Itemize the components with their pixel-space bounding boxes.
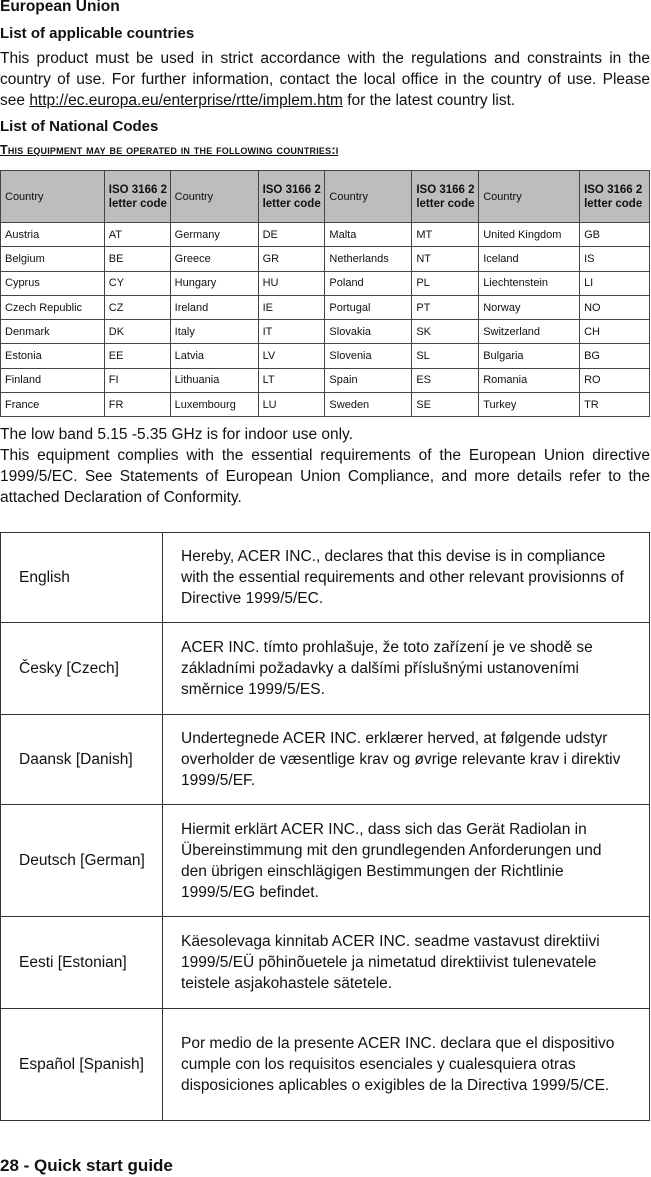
code-cell: CH bbox=[580, 320, 650, 344]
applicable-countries-heading: List of applicable countries bbox=[0, 25, 195, 42]
code-cell: LT bbox=[258, 368, 325, 392]
declaration-language: Español [Spanish] bbox=[1, 1009, 163, 1121]
code-cell: GB bbox=[580, 223, 650, 247]
code-cell: NT bbox=[412, 247, 479, 271]
country-cell: Malta bbox=[325, 223, 412, 247]
code-cell: FR bbox=[104, 393, 170, 417]
declaration-language: Česky [Czech] bbox=[1, 623, 163, 715]
table-row bbox=[1, 247, 650, 271]
code-cell: ES bbox=[412, 368, 479, 392]
declaration-language: Deutsch [German] bbox=[1, 805, 163, 917]
code-cell: IT bbox=[258, 320, 325, 344]
code-cell: NO bbox=[580, 295, 650, 319]
country-cell: Greece bbox=[170, 247, 258, 271]
equipment-note: This equipment may be operated in the following countries:i bbox=[0, 143, 339, 157]
iso-header: ISO 3166 2 letter code bbox=[258, 171, 325, 223]
country-cell: Iceland bbox=[479, 247, 580, 271]
code-cell: RO bbox=[580, 368, 650, 392]
code-cell: SE bbox=[412, 393, 479, 417]
code-cell: AT bbox=[104, 223, 170, 247]
country-cell: Bulgaria bbox=[479, 344, 580, 368]
table-header-row bbox=[1, 171, 650, 223]
country-cell: Turkey bbox=[479, 393, 580, 417]
page-heading: European Union bbox=[0, 0, 120, 15]
page-footer: 28 - Quick start guide bbox=[0, 1156, 173, 1175]
code-cell: EE bbox=[104, 344, 170, 368]
country-cell: Finland bbox=[1, 368, 105, 392]
country-cell: Netherlands bbox=[325, 247, 412, 271]
code-cell: MT bbox=[412, 223, 479, 247]
declaration-language: Daansk [Danish] bbox=[1, 715, 163, 805]
declaration-text: Hiermit erklärt ACER INC., dass sich das Gerät Radiolan in Übereinstimmung mit den grundlegenden Anforderungen und den übrigen einschlägigen Bestimmungen der Richtlinie 1999/5/EG befindet. bbox=[163, 805, 650, 917]
country-header: Country bbox=[1, 171, 105, 223]
country-cell: Belgium bbox=[1, 247, 105, 271]
table-row bbox=[1, 368, 650, 392]
declaration-row bbox=[1, 623, 650, 715]
declaration-row bbox=[1, 1009, 650, 1121]
code-cell: BG bbox=[580, 344, 650, 368]
country-cell: Poland bbox=[325, 271, 412, 295]
compliance-paragraph: This equipment complies with the essential requirements of the European Union directive 1999/5/EC. See Statements of European Union Compliance, and more details refer to the attached Declaration of Conformity. bbox=[0, 447, 650, 506]
country-cell: Estonia bbox=[1, 344, 105, 368]
table-row bbox=[1, 344, 650, 368]
country-header: Country bbox=[325, 171, 412, 223]
code-cell: PT bbox=[412, 295, 479, 319]
country-cell: Liechtenstein bbox=[479, 271, 580, 295]
national-codes-table bbox=[0, 170, 650, 417]
code-cell: HU bbox=[258, 271, 325, 295]
country-cell: Slovakia bbox=[325, 320, 412, 344]
code-cell: SK bbox=[412, 320, 479, 344]
code-cell: SL bbox=[412, 344, 479, 368]
declaration-text: Käesolevaga kinnitab ACER INC. seadme vastavust direktiivi 1999/5/EÜ põhinõuetele ja nimetatud direktiivist tulenevatele teistele asjakohastele sätetele. bbox=[163, 917, 650, 1009]
country-cell: Austria bbox=[1, 223, 105, 247]
country-cell: Norway bbox=[479, 295, 580, 319]
intro-text-end: for the latest country list. bbox=[342, 92, 516, 109]
declaration-row bbox=[1, 715, 650, 805]
country-list-link[interactable]: http://ec.europa.eu/enterprise/rtte/implem.htm bbox=[29, 92, 343, 109]
declaration-language: English bbox=[1, 533, 163, 623]
code-cell: GR bbox=[258, 247, 325, 271]
declaration-language: Eesti [Estonian] bbox=[1, 917, 163, 1009]
country-cell: Latvia bbox=[170, 344, 258, 368]
table-row bbox=[1, 393, 650, 417]
table-row bbox=[1, 271, 650, 295]
code-cell: DK bbox=[104, 320, 170, 344]
code-cell: LU bbox=[258, 393, 325, 417]
declaration-text: Undertegnede ACER INC. erklærer herved, at følgende udstyr overholder de væsentlige krav og øvrige relevante krav i direktiv 1999/5/EF. bbox=[163, 715, 650, 805]
iso-header: ISO 3166 2 letter code bbox=[412, 171, 479, 223]
declaration-row bbox=[1, 917, 650, 1009]
iso-header: ISO 3166 2 letter code bbox=[580, 171, 650, 223]
code-cell: BE bbox=[104, 247, 170, 271]
country-cell: Romania bbox=[479, 368, 580, 392]
code-cell: CZ bbox=[104, 295, 170, 319]
table-row bbox=[1, 223, 650, 247]
country-header: Country bbox=[170, 171, 258, 223]
country-cell: Hungary bbox=[170, 271, 258, 295]
country-cell: United Kingdom bbox=[479, 223, 580, 247]
code-cell: IS bbox=[580, 247, 650, 271]
country-cell: France bbox=[1, 393, 105, 417]
declaration-row bbox=[1, 533, 650, 623]
national-codes-heading: List of National Codes bbox=[0, 118, 159, 135]
declaration-text: Por medio de la presente ACER INC. declara que el dispositivo cumple con los requisitos esenciales y cualesquiera otras disposiciones aplicables o exigibles de la Directiva 1999/5/CE. bbox=[163, 1009, 650, 1121]
code-cell: LI bbox=[580, 271, 650, 295]
declaration-text: Hereby, ACER INC., declares that this devise is in compliance with the essential requirements and other relevant provisionns of Directive 1999/5/EC. bbox=[163, 533, 650, 623]
country-cell: Spain bbox=[325, 368, 412, 392]
declarations-table bbox=[0, 532, 650, 1121]
country-cell: Luxembourg bbox=[170, 393, 258, 417]
country-cell: Germany bbox=[170, 223, 258, 247]
country-cell: Czech Republic bbox=[1, 295, 105, 319]
country-cell: Cyprus bbox=[1, 271, 105, 295]
country-cell: Portugal bbox=[325, 295, 412, 319]
low-band-note: The low band 5.15 -5.35 GHz is for indoor use only. bbox=[0, 426, 353, 443]
iso-header: ISO 3166 2 letter code bbox=[104, 171, 170, 223]
code-cell: PL bbox=[412, 271, 479, 295]
country-cell: Denmark bbox=[1, 320, 105, 344]
intro-text: This product must be used in strict accordance with the regulations and constraints in the country of use. For further information, contact the local office in the country of use. Please see bbox=[0, 50, 650, 109]
country-cell: Switzerland bbox=[479, 320, 580, 344]
code-cell: TR bbox=[580, 393, 650, 417]
country-cell: Ireland bbox=[170, 295, 258, 319]
country-cell: Lithuania bbox=[170, 368, 258, 392]
code-cell: CY bbox=[104, 271, 170, 295]
country-cell: Sweden bbox=[325, 393, 412, 417]
code-cell: IE bbox=[258, 295, 325, 319]
country-cell: Italy bbox=[170, 320, 258, 344]
table-row bbox=[1, 320, 650, 344]
code-cell: LV bbox=[258, 344, 325, 368]
country-header: Country bbox=[479, 171, 580, 223]
declaration-row bbox=[1, 805, 650, 917]
declaration-text: ACER INC. tímto prohlašuje, že toto zařízení je ve shodě se základními požadavky a dalšími příslušnými ustanoveními směrnice 1999/5/ES. bbox=[163, 623, 650, 715]
code-cell: FI bbox=[104, 368, 170, 392]
country-cell: Slovenia bbox=[325, 344, 412, 368]
table-row bbox=[1, 295, 650, 319]
intro-paragraph bbox=[0, 48, 650, 111]
code-cell: DE bbox=[258, 223, 325, 247]
